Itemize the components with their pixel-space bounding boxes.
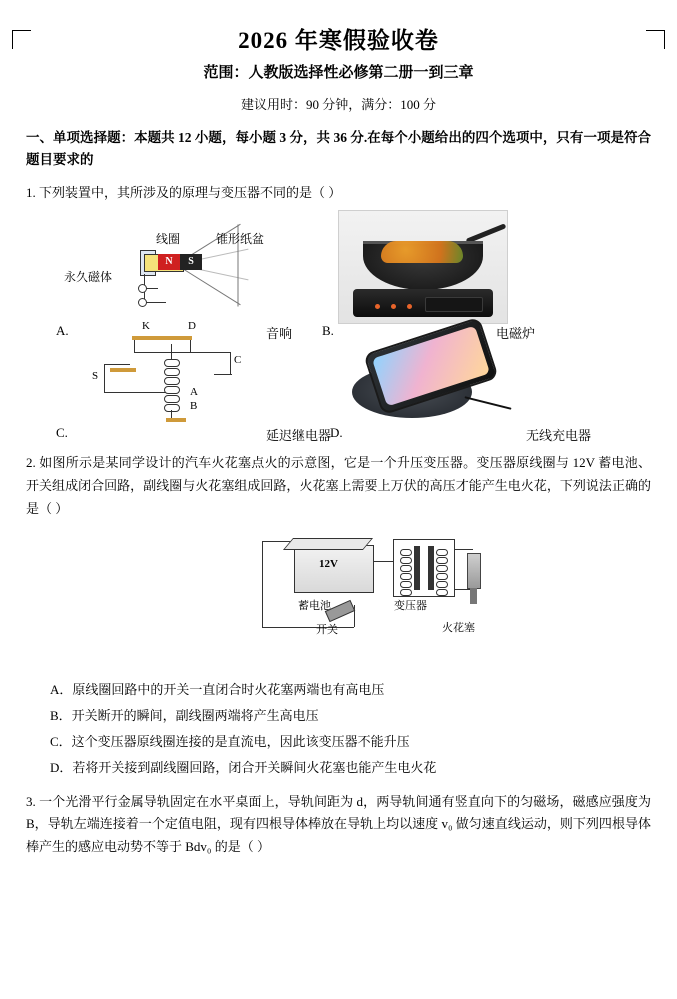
option-b-caption: 电磁炉 [496, 326, 536, 342]
delay-relay-schematic [92, 320, 274, 426]
option-a-key: A. [56, 323, 69, 339]
battery-voltage-label: 12V [319, 557, 338, 570]
question-1-stem: 1. 下列装置中，其所涉及的原理与变压器不同的是（ ） [26, 184, 342, 200]
section-1-heading: 一、单项选择题：本题共 12 小题，每小题 3 分，共 36 分.在每个小题给出的四个选项中，只有一项是符合题目要求的 [26, 130, 651, 168]
transformer-body [393, 539, 455, 597]
crop-mark-top-right [646, 30, 665, 49]
label-cone: 锥形纸盆 [216, 232, 265, 247]
pole-s-label: S [180, 254, 202, 270]
q2-option-c: C．这个变压器原线圈连接的是直流电，因此该变压器不能升压 [50, 733, 410, 749]
crop-mark-top-left [12, 30, 31, 49]
question-2-stem: 2. 如图所示是某同学设计的汽车火花塞点火的示意图，它是一个升压变压器。变压器原线圈与 12V 蓄电池、开关组成闭合回路，副线圈与火花塞组成回路，火花塞上需要上万伏的高压才能产生电火花，下列说法正确的是（ ） [26, 455, 651, 516]
exam-timing-note: 建议用时：90 分钟，满分：100 分 [240, 97, 436, 112]
page-content [0, 22, 677, 859]
q2-option-b: B．开关断开的瞬间，副线圈两端将产生高电压 [50, 707, 319, 723]
transformer-caption: 变压器 [394, 599, 427, 612]
wireless-charger-photo [336, 328, 514, 432]
label-coil: 线圈 [156, 232, 181, 247]
question-3-stem: 3. 一个光滑平行金属导轨固定在水平桌面上，导轨间距为 d，两导轨间通有竖直向下的匀磁场，磁感应强度为 B，导轨左端连接着一个定值电阻，现有四根导体棒放在导轨上均以速度 v₀ 做匀速直线运动，则下列四根导体棒产生的感应电动势不等于 Bdv₀ 的是（ ） [26, 793, 651, 855]
speaker-leads [132, 274, 192, 324]
label-permanent-magnet: 永久磁体 [64, 270, 113, 285]
pole-n-label: N [158, 254, 180, 270]
induction-cooker-photo [338, 210, 508, 324]
option-c-caption: 延迟继电器 [266, 428, 332, 444]
relay-label-a: A [190, 386, 198, 399]
page-subtitle: 范围：人教版选择性必修第二册一到三章 [203, 65, 474, 81]
relay-label-k: K [142, 320, 150, 333]
battery-body [294, 545, 374, 593]
relay-coil [164, 358, 180, 410]
relay-label-c: C [234, 354, 242, 367]
option-b-key: B. [322, 323, 334, 339]
exam-paper-page [0, 22, 677, 999]
relay-label-b: B [190, 400, 198, 413]
switch-caption: 开关 [316, 623, 338, 636]
relay-label-s: S [92, 370, 99, 383]
option-d-caption: 无线充电器 [526, 428, 592, 444]
page-title: 2026 年寒假验收卷 [238, 28, 439, 53]
question-1-figure [26, 210, 651, 442]
option-a-caption: 音响 [266, 326, 293, 342]
option-c-key: C. [56, 425, 68, 441]
option-d-key: D. [330, 425, 343, 441]
q2-option-d: D．若将开关接到副线圈回路，闭合开关瞬间火花塞也能产生电火花 [50, 759, 437, 775]
battery-caption: 蓄电池 [298, 599, 331, 612]
magnet-poles [158, 254, 202, 270]
spark-plug-caption: 火花塞 [442, 621, 475, 634]
q2-option-a: A．原线圈回路中的开关一直闭合时火花塞两端也有高电压 [50, 681, 385, 697]
spark-plug-body [467, 553, 481, 589]
question-2-figure [26, 531, 651, 671]
relay-label-d: D [188, 320, 196, 333]
question-2-options [40, 677, 651, 781]
